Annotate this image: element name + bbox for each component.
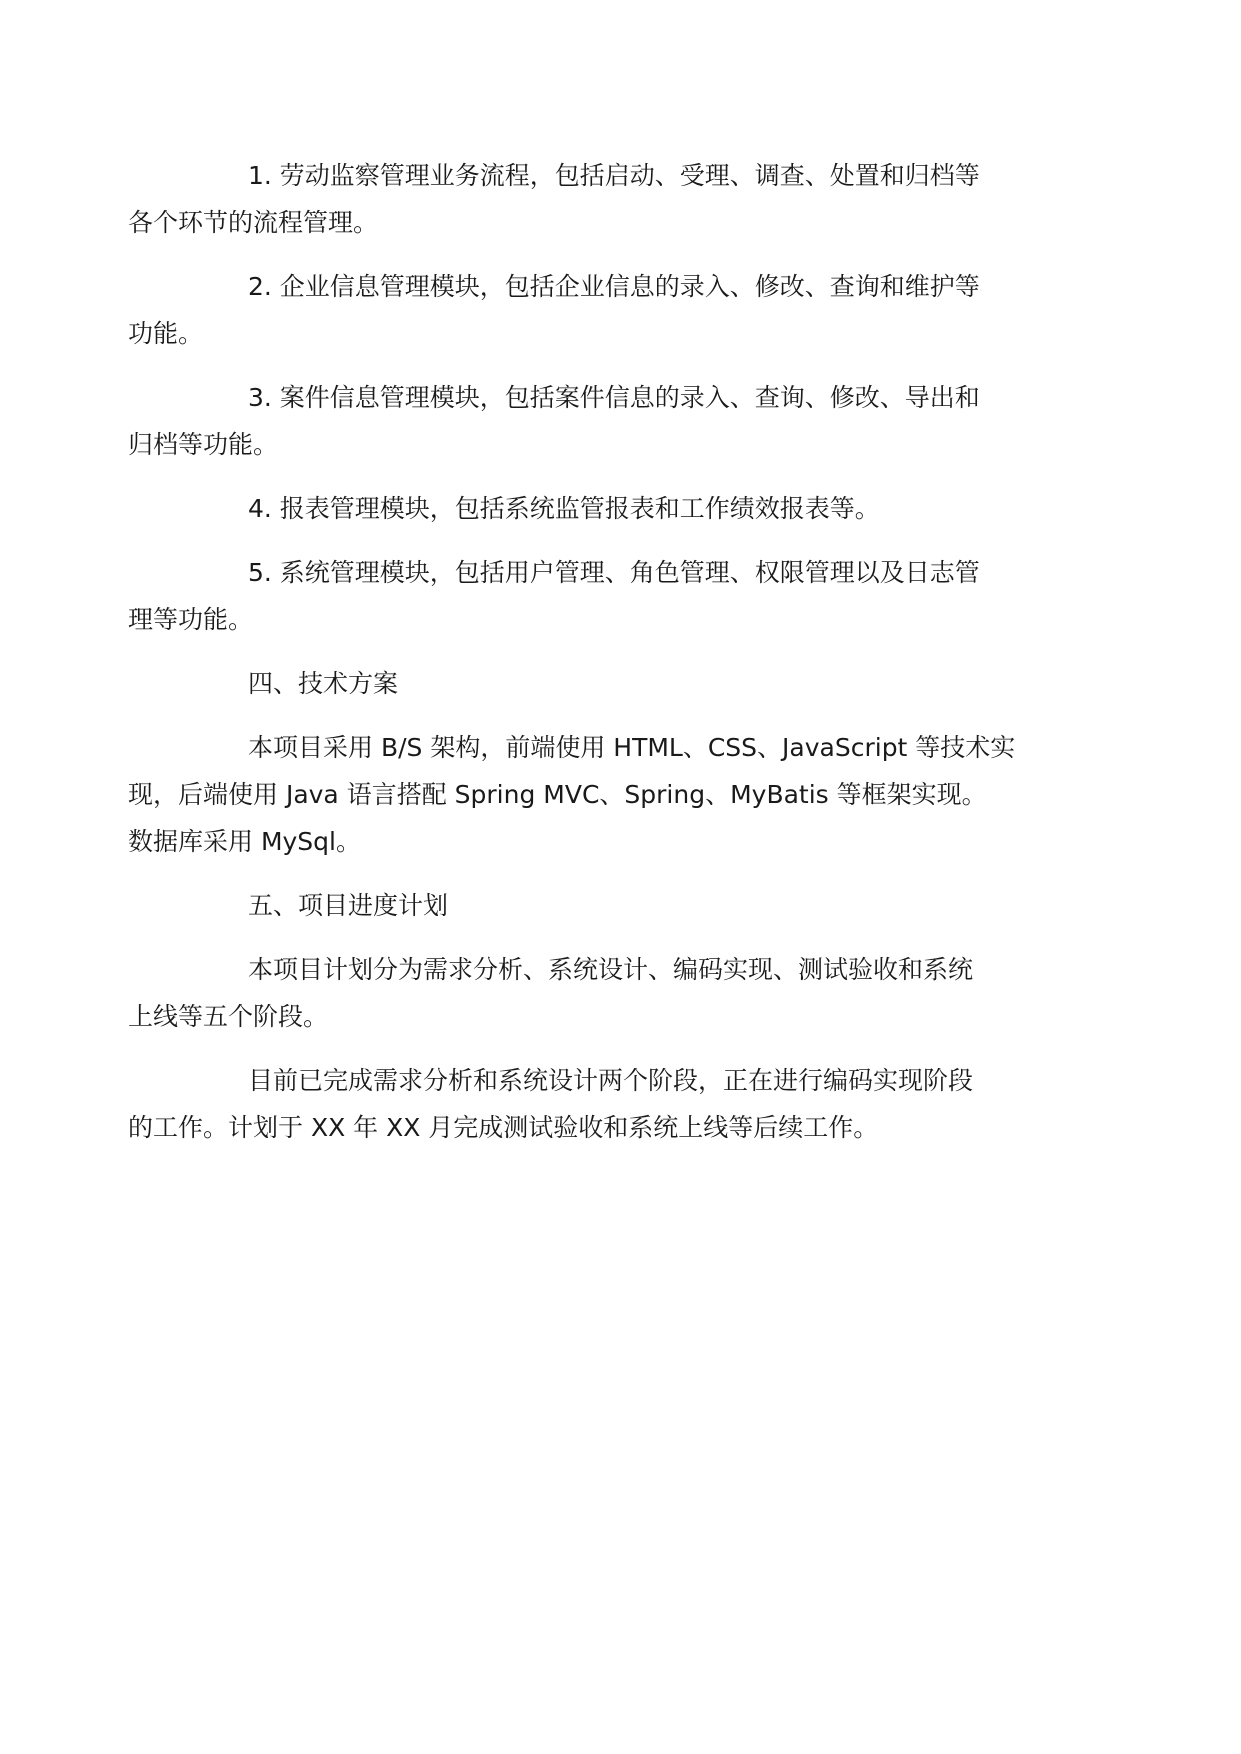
line: 本项目计划分为需求分析、系统设计、编码实现、测试验收和系统: [248, 955, 974, 984]
line: 归档等功能。: [128, 430, 279, 459]
line: 四、技术方案: [248, 669, 399, 698]
line: 本项目采用 B/S 架构，前端使用 HTML、CSS、JavaScript 等技术实: [248, 733, 1016, 762]
line: 目前已完成需求分析和系统设计两个阶段，正在进行编码实现阶段: [248, 1066, 974, 1095]
paragraph-item-5: [128, 549, 1068, 643]
line: 现，后端使用 Java 语言搭配 Spring MVC、Spring、MyBatis 等框架实现。: [128, 780, 987, 809]
section-heading-schedule: [188, 882, 1068, 929]
line: 的工作。计划于 XX 年 XX 月完成测试验收和系统上线等后续工作。: [128, 1113, 879, 1142]
paragraph-item-4: [188, 485, 1068, 532]
paragraph-schedule-1: [128, 946, 1068, 1040]
line: 1. 劳动监察管理业务流程，包括启动、受理、调查、处置和归档等: [248, 161, 980, 190]
line: 理等功能。: [128, 605, 254, 634]
line: 数据库采用 MySql。: [128, 827, 361, 856]
section-heading-tech: [188, 660, 1068, 707]
line: 5. 系统管理模块，包括用户管理、角色管理、权限管理以及日志管: [248, 558, 980, 587]
line: 各个环节的流程管理。: [128, 208, 379, 237]
paragraph-schedule-2: [128, 1057, 1068, 1151]
line: 3. 案件信息管理模块，包括案件信息的录入、查询、修改、导出和: [248, 383, 980, 412]
paragraph-item-1: [128, 152, 1068, 246]
paragraph-item-3: [128, 374, 1068, 468]
document-body: [128, 152, 1068, 1168]
paragraph-tech: [128, 724, 1068, 865]
line: 4. 报表管理模块，包括系统监管报表和工作绩效报表等。: [248, 494, 880, 523]
line: 功能。: [128, 319, 204, 348]
line: 上线等五个阶段。: [128, 1002, 329, 1031]
paragraph-item-2: [128, 263, 1068, 357]
line: 2. 企业信息管理模块，包括企业信息的录入、修改、查询和维护等: [248, 272, 980, 301]
line: 五、项目进度计划: [248, 891, 449, 920]
